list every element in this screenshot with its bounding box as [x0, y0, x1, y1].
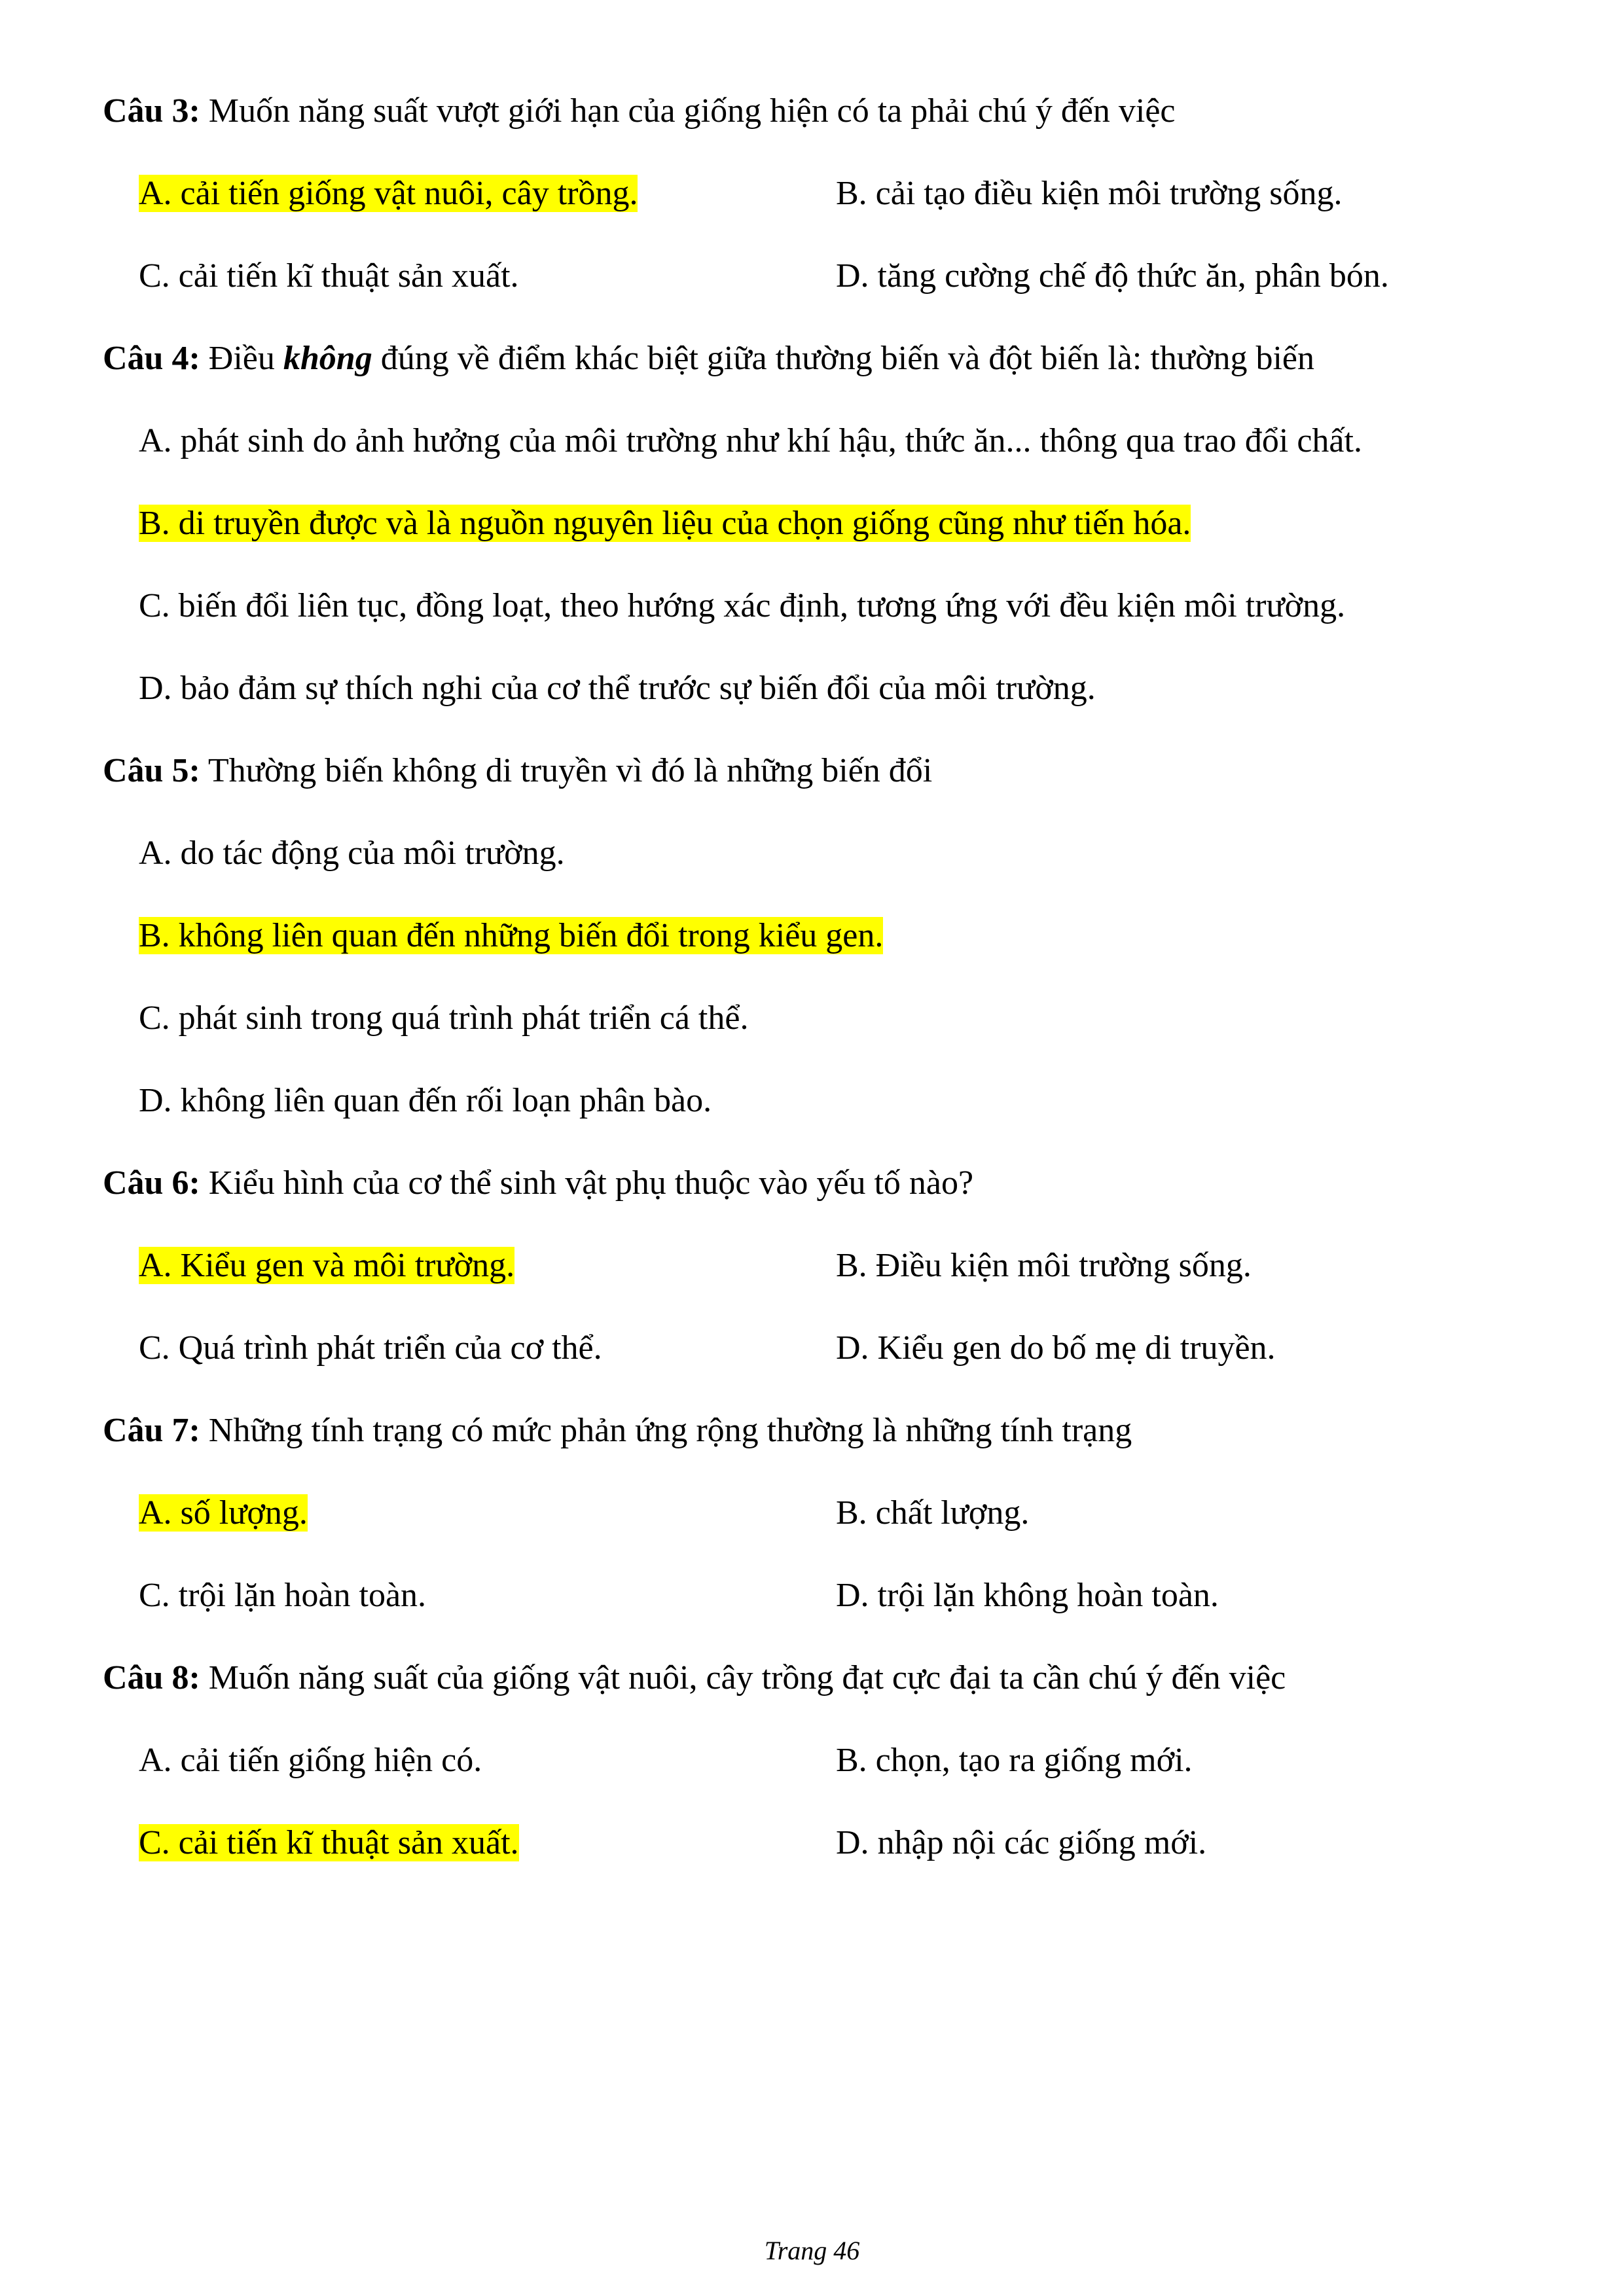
option-text: D. tăng cường chế độ thức ăn, phân bón. — [836, 257, 1389, 295]
question-stem — [103, 1164, 1543, 1203]
option-d — [836, 1329, 1490, 1368]
option-text-correct: B. không liên quan đến những biến đổi trong kiểu gen. — [139, 917, 884, 954]
question-6 — [103, 1164, 1543, 1368]
option-a — [139, 834, 1543, 873]
option-text: B. Điều kiện môi trường sống. — [836, 1247, 1252, 1284]
answer-options — [139, 834, 1543, 1121]
page-number: Trang 46 — [764, 2236, 860, 2265]
option-c — [139, 586, 1543, 626]
question-stem — [103, 339, 1543, 378]
question-text: Những tính trạng có mức phản ứng rộng thường là những tính trạng — [200, 1412, 1132, 1449]
question-stem — [103, 1659, 1543, 1698]
question-label: Câu 8: — [103, 1659, 200, 1696]
option-text: C. Quá trình phát triển của cơ thể. — [139, 1329, 602, 1367]
option-c — [139, 999, 1543, 1038]
answer-options — [139, 1246, 1543, 1368]
option-text-correct: B. di truyền được và là nguồn nguyên liệu của chọn giống cũng như tiến hóa. — [139, 505, 1191, 542]
question-text: Muốn năng suất của giống vật nuôi, cây trồng đạt cực đại ta cần chú ý đến việc — [200, 1659, 1286, 1696]
option-b — [836, 1246, 1490, 1285]
question-7 — [103, 1411, 1543, 1615]
option-text: C. phát sinh trong quá trình phát triển cá thể. — [139, 999, 749, 1037]
option-text: A. do tác động của môi trường. — [139, 834, 565, 872]
option-text-correct: C. cải tiến kĩ thuật sản xuất. — [139, 1824, 519, 1861]
option-text: A. cải tiến giống hiện có. — [139, 1742, 482, 1779]
option-text-correct: A. Kiểu gen và môi trường. — [139, 1247, 515, 1284]
answer-options — [139, 174, 1543, 296]
question-label: Câu 5: — [103, 752, 200, 789]
option-d — [139, 669, 1543, 708]
option-a — [139, 1741, 836, 1780]
question-3 — [103, 92, 1543, 296]
question-emphasis: không — [283, 340, 372, 377]
option-d — [836, 1823, 1490, 1863]
option-text: C. trội lặn hoàn toàn. — [139, 1577, 427, 1614]
option-text: A. phát sinh do ảnh hưởng của môi trường như khí hậu, thức ăn... thông qua trao đổi chất. — [139, 422, 1362, 459]
question-label: Câu 6: — [103, 1164, 200, 1202]
option-b — [836, 1494, 1490, 1533]
question-text-rest: đúng về điểm khác biệt giữa thường biến và đột biến là: thường biến — [372, 340, 1314, 377]
question-stem — [103, 751, 1543, 791]
option-d — [836, 257, 1490, 296]
answer-options — [139, 1494, 1543, 1615]
question-8 — [103, 1659, 1543, 1863]
option-text-correct: A. số lượng. — [139, 1494, 308, 1532]
option-c — [139, 1823, 836, 1863]
option-d — [139, 1081, 1543, 1121]
option-c — [139, 1576, 836, 1615]
option-text: D. bảo đảm sự thích nghi của cơ thể trước sự biến đổi của môi trường. — [139, 670, 1096, 707]
option-text: D. Kiểu gen do bố mẹ di truyền. — [836, 1329, 1276, 1367]
question-4 — [103, 339, 1543, 708]
option-text: B. chất lượng. — [836, 1494, 1030, 1532]
option-a — [139, 422, 1543, 461]
option-b — [836, 174, 1490, 213]
option-a — [139, 1494, 836, 1533]
option-b — [139, 504, 1543, 543]
option-text: D. nhập nội các giống mới. — [836, 1824, 1207, 1861]
question-text: Thường biến không di truyền vì đó là những biến đổi — [200, 752, 933, 789]
question-text: Muốn năng suất vượt giới hạn của giống hiện có ta phải chú ý đến việc — [200, 92, 1176, 130]
option-c — [139, 257, 836, 296]
page-content — [103, 92, 1543, 1906]
option-text: C. cải tiến kĩ thuật sản xuất. — [139, 257, 519, 295]
option-text: B. chọn, tạo ra giống mới. — [836, 1742, 1193, 1779]
option-text: C. biến đổi liên tục, đồng loạt, theo hướng xác định, tương ứng với đều kiện môi trường. — [139, 587, 1346, 624]
question-5 — [103, 751, 1543, 1121]
option-text: B. cải tạo điều kiện môi trường sống. — [836, 175, 1343, 212]
option-d — [836, 1576, 1490, 1615]
question-label: Câu 3: — [103, 92, 200, 130]
option-a — [139, 174, 836, 213]
answer-options — [139, 1741, 1543, 1863]
option-b — [139, 916, 1543, 956]
question-stem — [103, 92, 1543, 131]
question-label: Câu 4: — [103, 340, 200, 377]
option-text: D. không liên quan đến rối loạn phân bào. — [139, 1082, 712, 1119]
option-text: D. trội lặn không hoàn toàn. — [836, 1577, 1219, 1614]
question-text: Kiểu hình của cơ thể sinh vật phụ thuộc vào yếu tố nào? — [200, 1164, 974, 1202]
option-c — [139, 1329, 836, 1368]
option-b — [836, 1741, 1490, 1780]
answer-options — [139, 422, 1543, 708]
question-stem — [103, 1411, 1543, 1450]
question-text: Điều — [200, 340, 283, 377]
option-a — [139, 1246, 836, 1285]
question-label: Câu 7: — [103, 1412, 200, 1449]
option-text-correct: A. cải tiến giống vật nuôi, cây trồng. — [139, 175, 638, 212]
